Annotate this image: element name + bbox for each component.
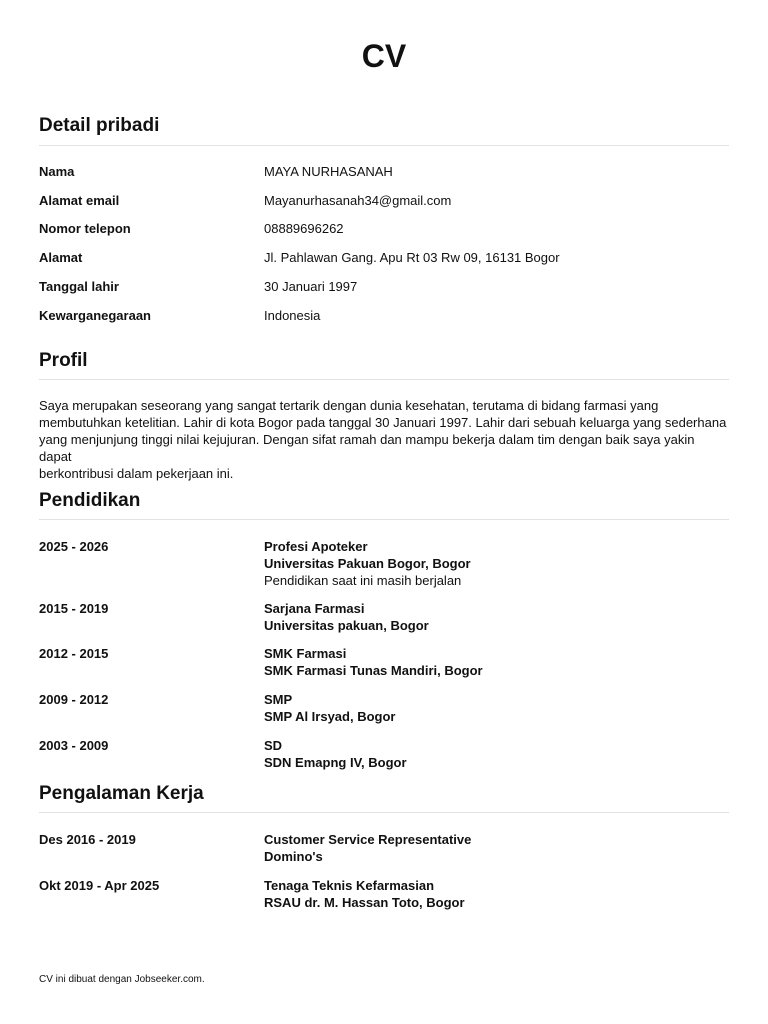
personal-label: Alamat xyxy=(39,250,83,265)
education-degree: SMK Farmasi xyxy=(264,646,347,661)
section-title-personal: Detail pribadi xyxy=(39,115,160,136)
personal-label: Alamat email xyxy=(39,193,120,208)
footer-credit: CV ini dibuat dengan Jobseeker.com. xyxy=(39,974,205,985)
education-period: 2009 - 2012 xyxy=(39,692,109,707)
personal-label: Nomor telepon xyxy=(39,221,131,236)
profile-line: berkontribusi dalam pekerjaan ini. xyxy=(39,466,234,481)
section-title-education: Pendidikan xyxy=(39,490,141,511)
education-note: Pendidikan saat ini masih berjalan xyxy=(264,573,462,588)
personal-label: Tanggal lahir xyxy=(39,279,119,294)
section-divider xyxy=(39,145,729,146)
personal-value: 30 Januari 1997 xyxy=(264,279,358,294)
personal-value: Jl. Pahlawan Gang. Apu Rt 03 Rw 09, 16131 Bogor xyxy=(264,250,560,265)
personal-value: Mayanurhasanah34@gmail.com xyxy=(264,193,452,208)
experience-period: Des 2016 - 2019 xyxy=(39,832,136,847)
profile-text xyxy=(39,397,729,482)
experience-employer: RSAU dr. M. Hassan Toto, Bogor xyxy=(264,895,465,910)
education-degree: Sarjana Farmasi xyxy=(264,601,365,616)
education-degree: SD xyxy=(264,738,283,753)
personal-value: Indonesia xyxy=(264,308,321,323)
experience-role: Customer Service Representative xyxy=(264,832,472,847)
education-school: SMP Al Irsyad, Bogor xyxy=(264,709,396,724)
experience-period: Okt 2019 - Apr 2025 xyxy=(39,878,160,893)
education-school: SDN Emapng IV, Bogor xyxy=(264,755,407,770)
section-divider xyxy=(39,379,729,380)
education-period: 2012 - 2015 xyxy=(39,646,109,661)
experience-employer: Domino's xyxy=(264,849,323,864)
section-divider xyxy=(39,519,729,520)
profile-line: Saya merupakan seseorang yang sangat tertarik dengan dunia kesehatan, terutama di bidang farmasi yang xyxy=(39,398,659,413)
profile-line: yang menjunjung tinggi nilai kejujuran. Dengan sifat ramah dan mampu bekerja dalam tim dengan baik saya yakin dapat xyxy=(39,432,695,464)
experience-role: Tenaga Teknis Kefarmasian xyxy=(264,878,435,893)
document-title: CV xyxy=(361,38,407,74)
education-school: SMK Farmasi Tunas Mandiri, Bogor xyxy=(264,663,483,678)
personal-label: Kewarganegaraan xyxy=(39,308,151,323)
personal-value: 08889696262 xyxy=(264,221,344,236)
section-title-profile: Profil xyxy=(39,350,88,371)
education-period: 2025 - 2026 xyxy=(39,539,109,554)
section-divider xyxy=(39,812,729,813)
section-title-experience: Pengalaman Kerja xyxy=(39,783,204,804)
education-degree: Profesi Apoteker xyxy=(264,539,368,554)
education-degree: SMP xyxy=(264,692,293,707)
personal-value: MAYA NURHASANAH xyxy=(264,164,393,179)
education-period: 2015 - 2019 xyxy=(39,601,109,616)
personal-label: Nama xyxy=(39,164,75,179)
education-school: Universitas Pakuan Bogor, Bogor xyxy=(264,556,471,571)
education-period: 2003 - 2009 xyxy=(39,738,109,753)
education-school: Universitas pakuan, Bogor xyxy=(264,618,429,633)
profile-line: membutuhkan ketelitian. Lahir di kota Bogor pada tanggal 30 Januari 1997. Lahir dari sebuah keluarga yang sederhana xyxy=(39,415,727,430)
